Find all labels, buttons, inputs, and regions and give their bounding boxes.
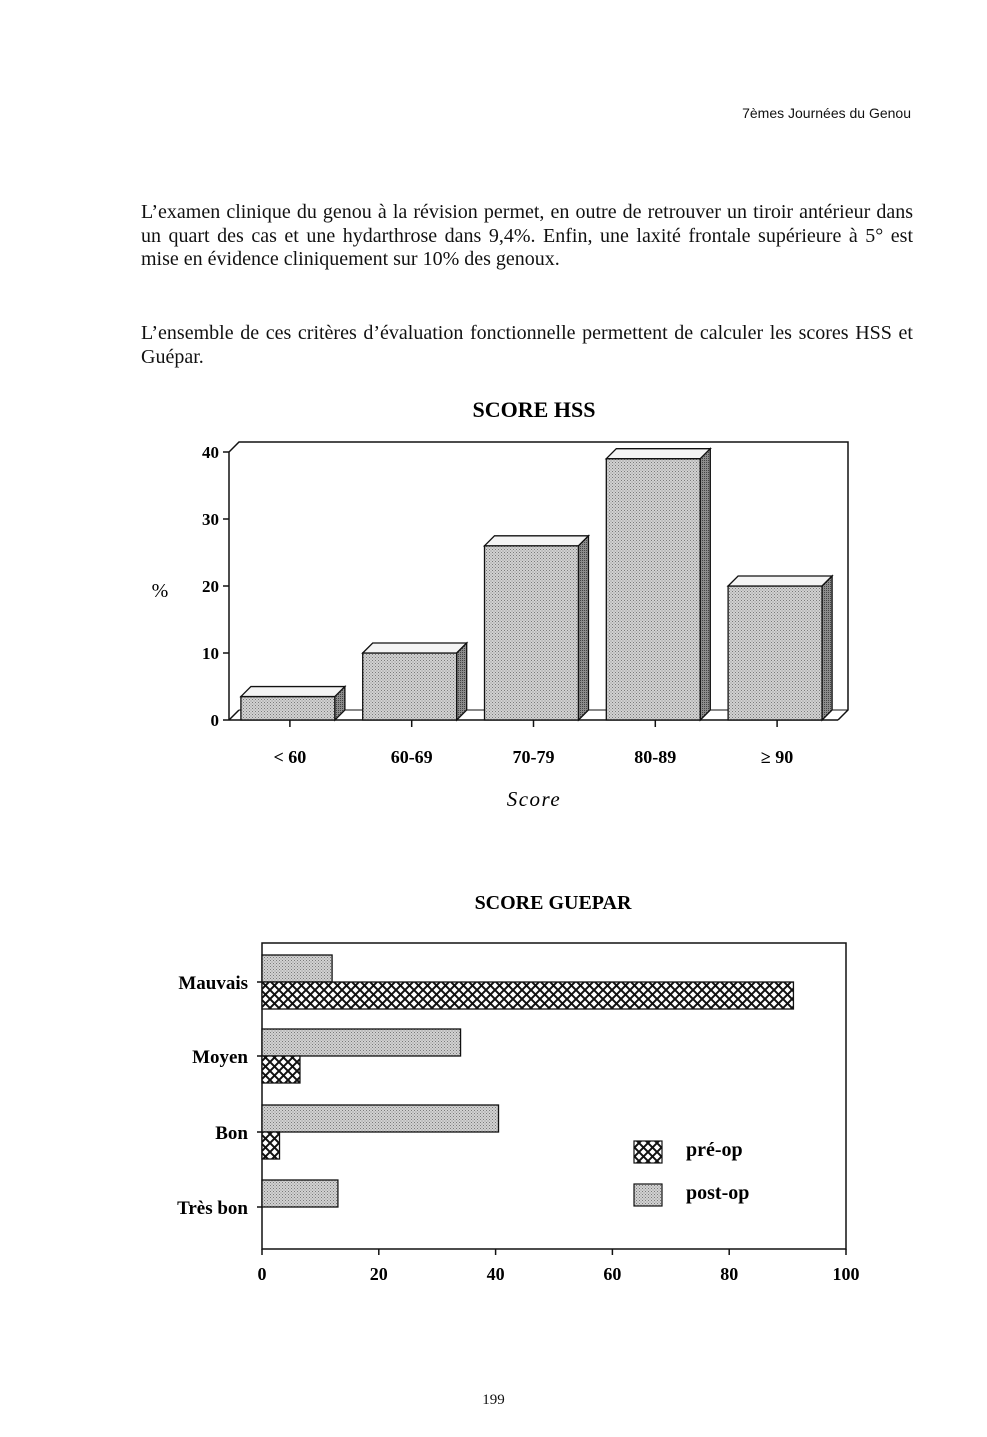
hss-y-tick-label: 20 [202,577,219,596]
paragraph-scores: L’ensemble de ces critères d’évaluation fonctionnelle permettent de calculer les scores HSS et Guépar. [141,322,913,368]
hss-bar [485,536,589,720]
hss-chart-title: SCORE HSS [472,397,596,422]
guepar-y-tick-label: Très bon [177,1198,248,1219]
paragraph-clinical-exam: L’examen clinique du genou à la révision permet, en outre de retrouver un tiroir antérieur dans un quart des cas et une hydarthrose dans 9,4%. Enfin, une laxité frontale supérieure à 5° est mise en évidence cliniquement sur 10% des genoux. [141,201,913,270]
hss-bar-top [606,449,710,459]
hss-bar-top [728,576,832,586]
guepar-y-tick-label: Bon [215,1123,248,1144]
hss-bar-top [363,643,467,653]
guepar-bar-post-op [262,1029,461,1056]
guepar-y-tick-label: Moyen [192,1047,248,1068]
hss-bar-front [728,586,822,720]
guepar-x-tick-label: 80 [720,1264,739,1284]
guepar-x-tick-label: 40 [486,1264,505,1284]
hss-bar-side [700,449,710,720]
guepar-x-tick-label: 20 [369,1264,388,1284]
guepar-y-axis [177,973,262,1219]
hss-bar-front [363,653,457,720]
guepar-x-axis [258,1249,860,1284]
hss-chart [152,397,848,811]
guepar-chart [177,892,859,1284]
hss-x-labels [274,720,794,767]
hss-bars [241,449,832,720]
legend-label-post-op: post-op [686,1182,750,1204]
hss-bar-side [457,643,467,720]
hss-bar-top [241,687,345,697]
guepar-x-tick-label: 100 [832,1264,860,1284]
guepar-bar-pre-op [262,1132,280,1159]
guepar-bar-post-op [262,955,332,982]
hss-bar-side [822,576,832,720]
hss-x-axis-label: Score [506,787,562,811]
hss-x-tick-label: 80-89 [634,747,677,767]
guepar-bars [262,955,793,1207]
guepar-x-tick-label: 0 [257,1264,267,1284]
hss-bar-side [579,536,589,720]
hss-y-axis-label: % [151,580,169,602]
guepar-legend [634,1139,749,1206]
hss-y-tick-label: 40 [202,443,219,462]
hss-y-tick-label: 30 [202,510,219,529]
guepar-bar-post-op [262,1105,499,1132]
legend-swatch-pre-op [634,1141,662,1163]
hss-bar [728,576,832,720]
hss-bar-front [485,546,579,720]
guepar-chart-title: SCORE GUEPAR [474,892,632,914]
hss-bar [606,449,710,720]
hss-y-axis [202,443,229,730]
guepar-y-tick-label: Mauvais [178,973,248,994]
guepar-bar-post-op [262,1180,338,1207]
hss-x-tick-label: < 60 [273,747,307,767]
page-number: 199 [482,1392,505,1408]
guepar-x-tick-label: 60 [603,1264,622,1284]
hss-x-tick-label: 70-79 [512,747,555,767]
hss-bar [363,643,467,720]
hss-x-tick-label: 60-69 [390,747,433,767]
hss-bar-front [606,459,700,720]
guepar-bar-pre-op [262,1056,300,1083]
running-header: 7èmes Journées du Genou [742,105,911,121]
hss-floor-left [229,710,239,720]
hss-bar-top [485,536,589,546]
legend-label-pre-op: pré-op [686,1139,743,1161]
hss-bar [241,687,345,720]
hss-bar-front [241,697,335,720]
hss-y-tick-label: 0 [210,711,219,730]
legend-swatch-post-op [634,1184,662,1206]
hss-x-tick-label: ≥ 90 [760,747,794,767]
hss-y-tick-label: 10 [202,644,219,663]
guepar-bar-pre-op [262,982,793,1009]
